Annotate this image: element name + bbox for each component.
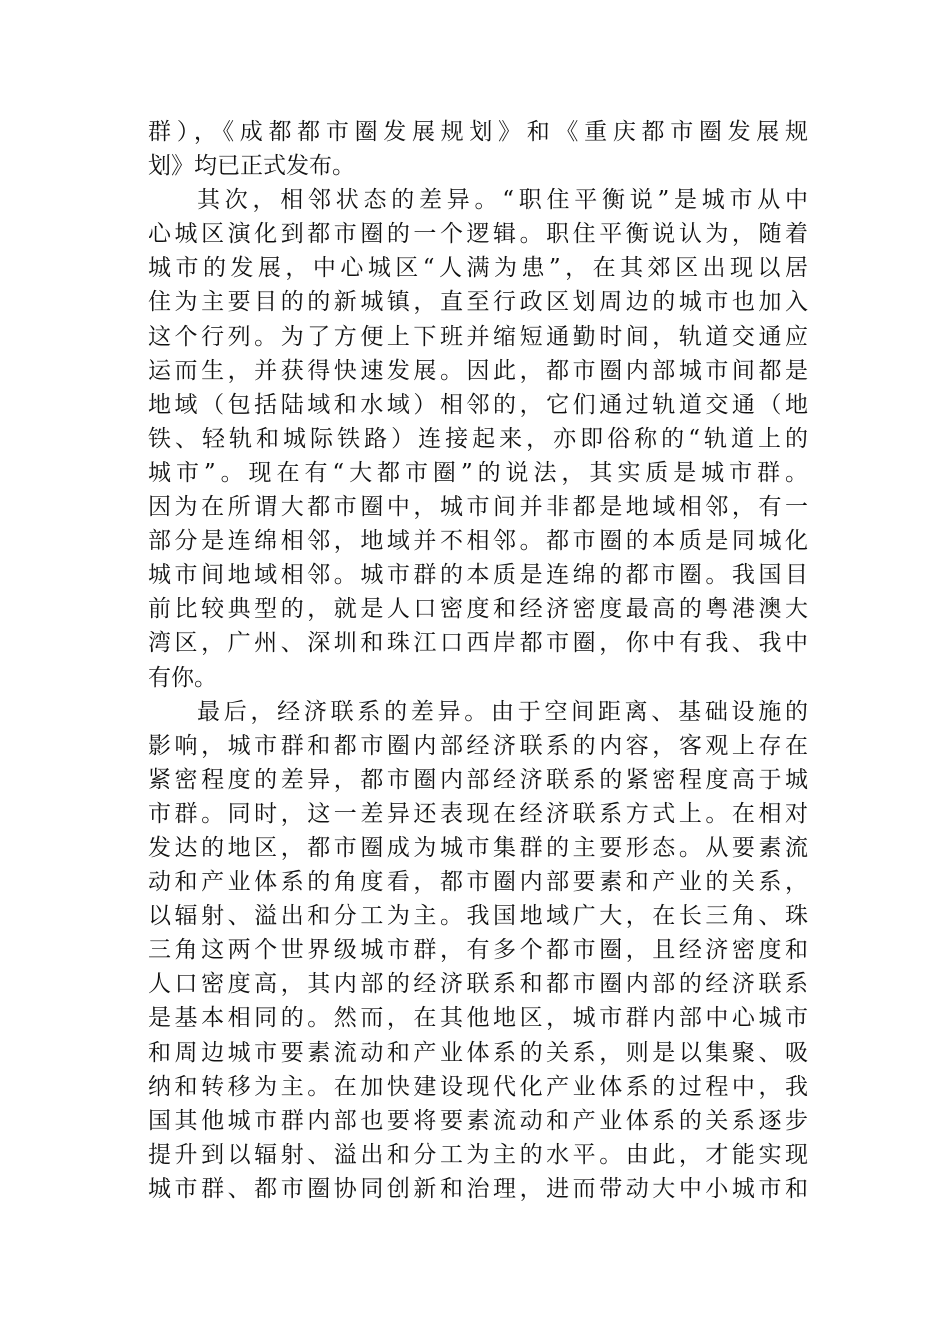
- text-line: 湾区，广州、深圳和珠江口西岸都市圈，你中有我、我中: [148, 630, 808, 657]
- text-line: 最后，经济联系的差异。由于空间距离、基础设施的: [197, 698, 808, 725]
- text-line: 城市群、都市圈协同创新和治理，进而带动大中小城市和: [148, 1175, 808, 1202]
- text-line: 影响，城市群和都市圈内部经济联系的内容，客观上存在: [148, 732, 808, 759]
- text-line: 因为在所谓大都市圈中，城市间并非都是地域相邻，有一: [148, 494, 808, 521]
- text-line: 铁、轻轨和城际铁路）连接起来，亦即俗称的“轨道上的: [148, 425, 808, 452]
- text-line: 地域（包括陆域和水域）相邻的，它们通过轨道交通（地: [148, 391, 808, 418]
- text-line: 前比较典型的，就是人口密度和经济密度最高的粤港澳大: [148, 596, 808, 623]
- text-line: 心城区演化到都市圈的一个逻辑。职住平衡说认为，随着: [148, 221, 808, 248]
- text-line: 城市的发展，中心城区“人满为患”，在其郊区出现以居: [148, 255, 808, 282]
- text-line: 和周边城市要素流动和产业体系的关系，则是以集聚、吸: [148, 1039, 808, 1066]
- text-line: 人口密度高，其内部的经济联系和都市圈内部的经济联系: [148, 971, 808, 998]
- text-line: 以辐射、溢出和分工为主。我国地域广大，在长三角、珠: [148, 903, 808, 930]
- text-line: 划》均已正式发布。: [148, 153, 355, 180]
- body-text: [148, 115, 808, 1206]
- text-line: 纳和转移为主。在加快建设现代化产业体系的过程中，我: [148, 1073, 808, 1100]
- text-line: 城市”。现在有“大都市圈”的说法，其实质是城市群。: [148, 459, 808, 486]
- text-line: 三角这两个世界级城市群，有多个都市圈，且经济密度和: [148, 937, 808, 964]
- text-line: 提升到以辐射、溢出和分工为主的水平。由此，才能实现: [148, 1141, 808, 1168]
- text-line: 国其他城市群内部也要将要素流动和产业体系的关系逐步: [148, 1107, 808, 1134]
- text-line: 部分是连绵相邻，地域并不相邻。都市圈的本质是同城化: [148, 528, 808, 555]
- text-line: 是基本相同的。然而，在其他地区，城市群内部中心城市: [148, 1005, 808, 1032]
- text-line: 运而生，并获得快速发展。因此，都市圈内部城市间都是: [148, 357, 808, 384]
- text-line: 动和产业体系的角度看，都市圈内部要素和产业的关系，: [148, 869, 808, 896]
- text-line: 市群。同时，这一差异还表现在经济联系方式上。在相对: [148, 800, 808, 827]
- text-line: 其次，相邻状态的差异。“职住平衡说”是城市从中: [197, 187, 808, 214]
- text-line: 这个行列。为了方便上下班并缩短通勤时间，轨道交通应: [148, 323, 808, 350]
- text-line: 紧密程度的差异，都市圈内部经济联系的紧密程度高于城: [148, 766, 808, 793]
- text-line: 发达的地区，都市圈成为城市集群的主要形态。从要素流: [148, 834, 808, 861]
- text-line: 住为主要目的的新城镇，直至行政区划周边的城市也加入: [148, 289, 808, 316]
- text-line: 城市间地域相邻。城市群的本质是连绵的都市圈。我国目: [148, 562, 808, 589]
- text-line: 有你。: [148, 664, 217, 691]
- text-line: 群），《成都都市圈发展规划》和《重庆都市圈发展规: [148, 119, 808, 145]
